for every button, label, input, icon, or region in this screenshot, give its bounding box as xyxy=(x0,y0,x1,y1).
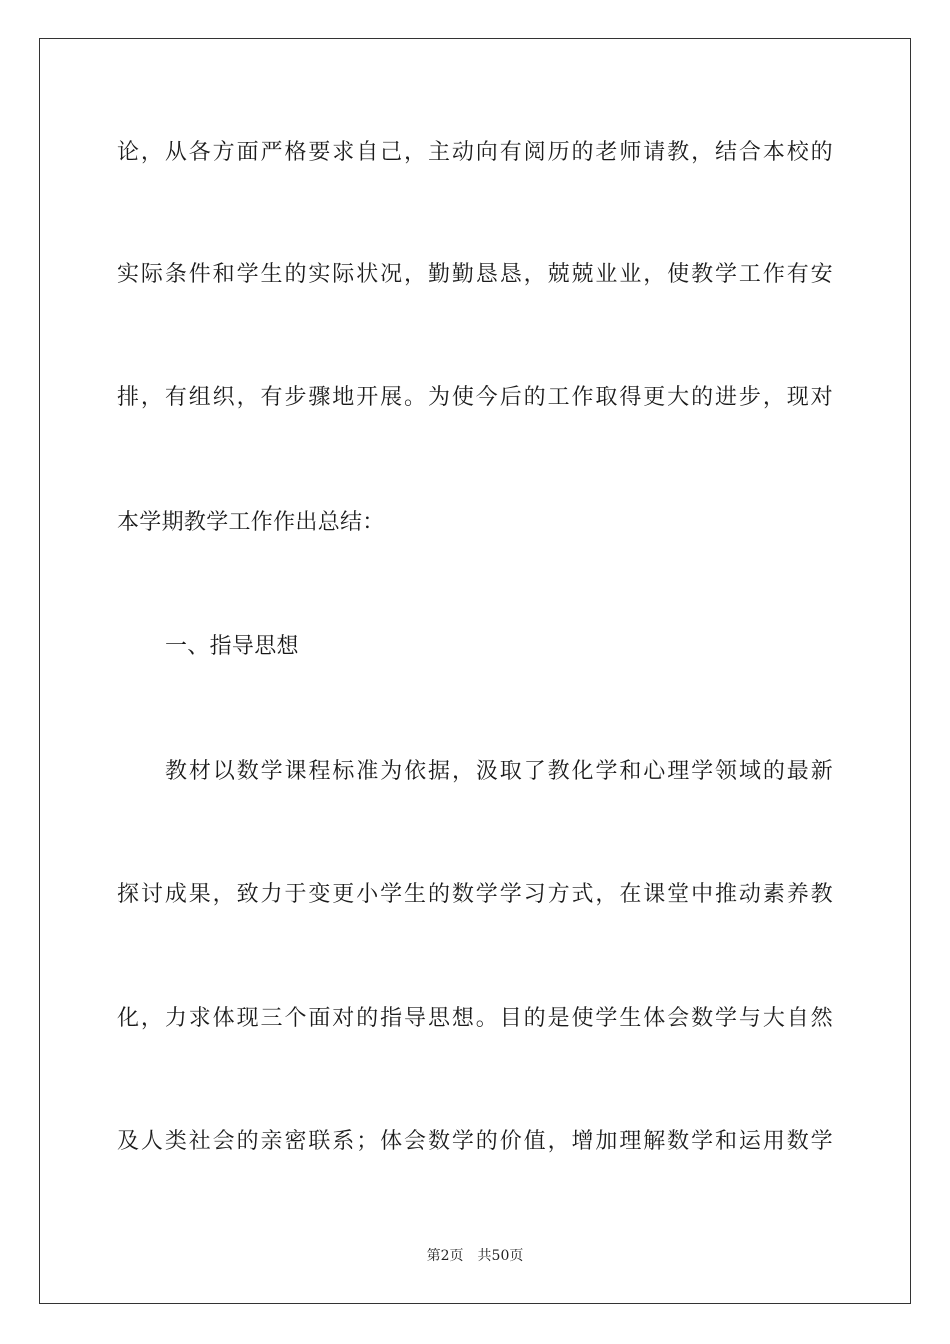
page-footer xyxy=(0,1246,950,1266)
section-heading: 一、指导思想 xyxy=(165,634,299,659)
page-number: 第2页 xyxy=(426,1248,464,1264)
paragraph-line: 化，力求体现三个面对的指导思想。目的是使学生体会数学与大自然 xyxy=(117,1006,833,1031)
page-total: 共50页 xyxy=(477,1248,524,1264)
paragraph-line: 本学期教学工作作出总结： xyxy=(117,510,385,535)
page-border xyxy=(39,38,911,1304)
paragraph-line: 探讨成果，致力于变更小学生的数学学习方式，在课堂中推动素养教 xyxy=(117,882,833,907)
paragraph-line: 及人类社会的亲密联系；体会数学的价值，增加理解数学和运用数学 xyxy=(117,1129,833,1154)
paragraph-line: 实际条件和学生的实际状况，勤勤恳恳，兢兢业业，使教学工作有安 xyxy=(117,262,833,287)
paragraph-line: 论，从各方面严格要求自己，主动向有阅历的老师请教，结合本校的 xyxy=(117,140,833,165)
paragraph-line: 教材以数学课程标准为依据，汲取了教化学和心理学领域的最新 xyxy=(165,759,833,784)
paragraph-line: 排，有组织，有步骤地开展。为使今后的工作取得更大的进步，现对 xyxy=(117,385,833,410)
